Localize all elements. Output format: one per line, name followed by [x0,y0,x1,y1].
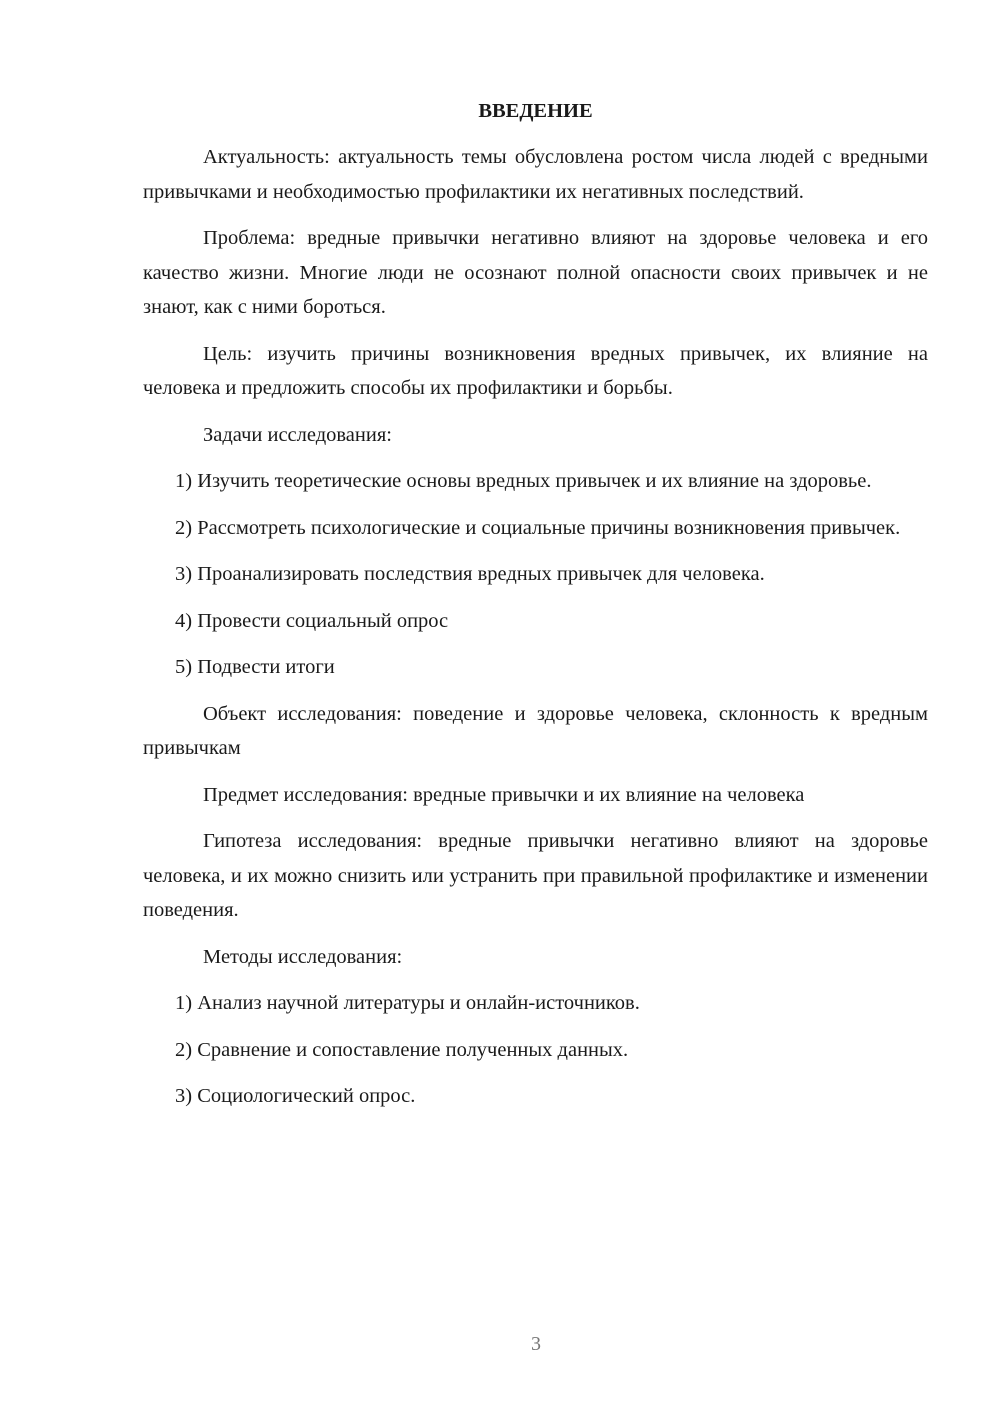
hypothesis-paragraph: Гипотеза исследования: вредные привычки негативно влияют на здоровье человека, и их можно снизить или устранить при правильной профилактике и изменении поведения. [143,830,928,921]
problem-paragraph: Проблема: вредные привычки негативно влияют на здоровье человека и его качество жизни. Многие люди не осознают полной опасности своих привычек и не знают, как с ними бороться. [143,227,928,318]
document-page [143,96,928,1126]
tasks-heading: Задачи исследования: [203,423,392,446]
task-item-1: 1) Изучить теоретические основы вредных привычек и их влияние на здоровье. [175,470,872,492]
methods-heading: Методы исследования: [203,945,403,968]
task-item-5: 5) Подвести итоги [175,656,335,678]
goal-paragraph: Цель: изучить причины возникновения вредных привычек, их влияние на человека и предложить способы их профилактики и борьбы. [143,342,928,399]
page-number: 3 [531,1333,541,1355]
relevance-paragraph: Актуальность: актуальность темы обусловлена ростом числа людей с вредными привычками и необходимостью профилактики их негативных последствий. [143,146,928,203]
object-paragraph: Объект исследования: поведение и здоровье человека, склонность к вредным привычкам [143,702,928,759]
task-item-4: 4) Провести социальный опрос [175,609,449,632]
method-item-3: 3) Социологический опрос. [175,1085,416,1107]
method-item-2: 2) Сравнение и сопоставление полученных данных. [175,1038,629,1061]
method-item-1: 1) Анализ научной литературы и онлайн-источников. [175,992,640,1014]
section-title: ВВЕДЕНИЕ [478,100,593,122]
subject-paragraph: Предмет исследования: вредные привычки и их влияние на человека [203,783,805,806]
task-item-2: 2) Рассмотреть психологические и социальные причины возникновения привычек. [175,516,901,539]
task-item-3: 3) Проанализировать последствия вредных привычек для человека. [175,563,765,585]
